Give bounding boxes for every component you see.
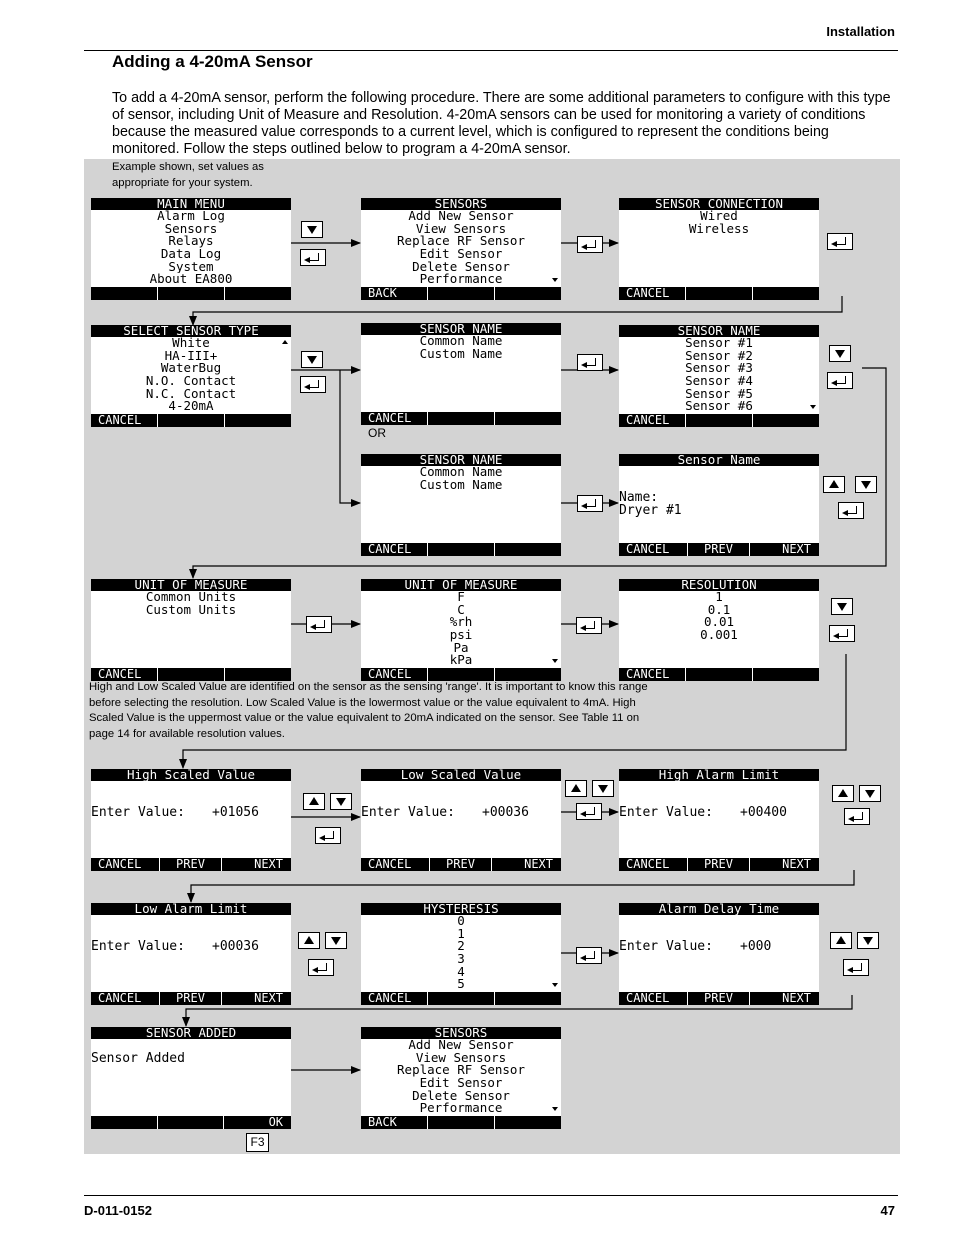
down-key-icon[interactable] bbox=[831, 598, 853, 615]
menu-item-selected[interactable]: Custom Name bbox=[373, 348, 549, 361]
softkey-ok[interactable]: OK bbox=[223, 1116, 291, 1129]
enter-key-icon[interactable] bbox=[577, 354, 603, 371]
enter-key-icon[interactable] bbox=[843, 959, 869, 976]
menu-item[interactable]: Sensor #6 bbox=[685, 400, 753, 414]
softkey-cancel[interactable]: CANCEL bbox=[626, 414, 670, 427]
menu-item[interactable]: 5 bbox=[457, 978, 465, 992]
softkey-back[interactable]: BACK bbox=[368, 1116, 397, 1129]
softkey-bar bbox=[91, 858, 291, 871]
softkey-prev[interactable]: PREV bbox=[159, 992, 221, 1005]
bottom-rule bbox=[84, 1195, 898, 1196]
softkey-cancel[interactable]: CANCEL bbox=[368, 412, 412, 425]
menu-item[interactable]: 2 bbox=[457, 940, 465, 954]
softkey-bar bbox=[619, 668, 819, 681]
softkey-next[interactable]: NEXT bbox=[749, 858, 819, 871]
menu-item[interactable]: Delete Sensor bbox=[412, 260, 510, 274]
menu-item[interactable]: Replace RF Sensor bbox=[397, 235, 525, 249]
down-key-icon[interactable] bbox=[859, 785, 881, 802]
softkey-prev[interactable]: PREV bbox=[687, 543, 749, 556]
unit-of-measure-screen bbox=[91, 579, 291, 681]
menu-item[interactable]: White bbox=[172, 337, 210, 350]
softkey-prev[interactable]: PREV bbox=[687, 992, 749, 1005]
value-field[interactable]: +00400 bbox=[740, 805, 787, 820]
menu-item[interactable]: Replace RF Sensor bbox=[397, 1064, 525, 1078]
softkey-back[interactable]: BACK bbox=[368, 287, 397, 300]
enter-value-label: Enter Value: bbox=[91, 939, 185, 954]
unit-of-measure-list-screen bbox=[361, 579, 561, 681]
menu-item-selected[interactable]: Sensors bbox=[103, 223, 279, 236]
softkey-prev[interactable]: PREV bbox=[687, 858, 749, 871]
sensor-name-screen bbox=[361, 323, 561, 425]
menu-item[interactable]: Sensor #2 bbox=[685, 349, 753, 363]
sensors-menu-screen bbox=[361, 198, 561, 300]
menu-item[interactable]: Sensor #5 bbox=[685, 387, 753, 401]
name-value-field[interactable]: Dryer #1 bbox=[619, 503, 682, 518]
scroll-down-icon bbox=[552, 278, 558, 282]
main-menu-screen bbox=[91, 198, 291, 300]
select-sensor-type-screen bbox=[91, 325, 291, 427]
softkey-bar bbox=[619, 414, 819, 427]
softkey-bar bbox=[91, 668, 291, 681]
softkey-2[interactable] bbox=[685, 414, 752, 427]
menu-item[interactable]: 0 bbox=[457, 915, 465, 928]
menu-item[interactable]: Custom Units bbox=[145, 603, 237, 617]
softkey-bar bbox=[91, 287, 291, 300]
softkey-cancel[interactable]: CANCEL bbox=[626, 858, 670, 871]
menu-item[interactable]: 4 bbox=[457, 965, 465, 979]
menu-item[interactable]: View Sensors bbox=[415, 222, 507, 236]
softkey-bar bbox=[361, 412, 561, 425]
menu-item[interactable]: 0.001 bbox=[700, 629, 738, 642]
menu-item[interactable]: Delete Sensor bbox=[412, 1089, 510, 1103]
softkey-2[interactable] bbox=[427, 543, 494, 556]
softkey-2[interactable] bbox=[157, 1116, 224, 1129]
enter-key-icon[interactable] bbox=[308, 959, 334, 976]
up-key-icon[interactable] bbox=[830, 932, 852, 949]
menu-item[interactable]: kPa bbox=[449, 654, 473, 668]
page-title: Adding a 4-20mA Sensor bbox=[112, 52, 313, 71]
menu-item[interactable]: N.C. Contact bbox=[145, 387, 237, 401]
up-key-icon[interactable] bbox=[832, 785, 854, 802]
enter-key-icon[interactable] bbox=[577, 495, 603, 512]
softkey-cancel[interactable]: CANCEL bbox=[368, 992, 412, 1005]
down-key-icon[interactable] bbox=[301, 351, 323, 368]
menu-item[interactable]: Pa bbox=[453, 641, 469, 655]
softkey-cancel[interactable]: CANCEL bbox=[626, 543, 670, 556]
scroll-down-icon bbox=[810, 405, 816, 409]
softkey-3[interactable] bbox=[494, 1116, 561, 1129]
softkey-prev[interactable]: PREV bbox=[429, 858, 491, 871]
hysteresis-screen bbox=[361, 903, 561, 1005]
softkey-bar bbox=[361, 668, 561, 681]
softkey-2[interactable] bbox=[427, 668, 494, 681]
scroll-down-icon bbox=[552, 1107, 558, 1111]
screen-title: SENSORS bbox=[361, 198, 561, 210]
softkey-2[interactable] bbox=[157, 668, 224, 681]
down-key-icon[interactable] bbox=[855, 476, 877, 493]
enter-key-icon[interactable] bbox=[827, 372, 853, 389]
softkey-next[interactable]: NEXT bbox=[749, 543, 819, 556]
up-key-icon[interactable] bbox=[823, 476, 845, 493]
screen-title: SENSOR NAME bbox=[361, 323, 561, 335]
menu-item[interactable]: 3 bbox=[457, 953, 465, 966]
softkey-cancel[interactable]: CANCEL bbox=[626, 992, 670, 1005]
softkey-3[interactable] bbox=[494, 412, 561, 425]
softkey-bar bbox=[619, 858, 819, 871]
down-key-icon[interactable] bbox=[857, 932, 879, 949]
softkey-3[interactable] bbox=[752, 668, 819, 681]
enter-value-label: Enter Value: bbox=[91, 805, 185, 820]
enter-key-icon[interactable] bbox=[827, 233, 853, 250]
screen-title: High Scaled Value bbox=[91, 769, 291, 781]
sensor-name-list-screen bbox=[619, 325, 819, 427]
menu-item[interactable]: About EA800 bbox=[149, 273, 233, 287]
softkey-bar bbox=[619, 992, 819, 1005]
softkey-prev[interactable]: PREV bbox=[159, 858, 221, 871]
menu-item[interactable]: Common Name bbox=[419, 466, 503, 479]
sensor-added-message: Sensor Added bbox=[91, 1051, 185, 1066]
menu-item-selected[interactable]: F bbox=[373, 591, 549, 604]
sensor-name-custom-screen bbox=[361, 454, 561, 556]
menu-item[interactable]: Edit Sensor bbox=[419, 1077, 503, 1090]
high-scaled-value-screen bbox=[91, 769, 291, 871]
enter-key-icon[interactable] bbox=[315, 827, 341, 844]
softkey-3[interactable] bbox=[494, 992, 561, 1005]
screen-title: UNIT OF MEASURE bbox=[361, 579, 561, 591]
section-label: Installation bbox=[826, 24, 895, 39]
page-number: 47 bbox=[880, 1203, 895, 1218]
low-alarm-limit-screen bbox=[91, 903, 291, 1005]
value-field[interactable]: +00036 bbox=[212, 939, 259, 954]
softkey-2[interactable] bbox=[427, 992, 494, 1005]
value-field[interactable]: +01056 bbox=[212, 805, 259, 820]
down-key-icon[interactable] bbox=[330, 793, 352, 810]
up-key-icon[interactable] bbox=[298, 932, 320, 949]
softkey-bar bbox=[91, 992, 291, 1005]
softkey-next[interactable]: NEXT bbox=[221, 858, 291, 871]
softkey-2[interactable] bbox=[685, 668, 752, 681]
screen-title: SENSOR NAME bbox=[361, 454, 561, 466]
softkey-2[interactable] bbox=[427, 287, 494, 300]
softkey-3[interactable] bbox=[752, 287, 819, 300]
screen-title: HYSTERESIS bbox=[361, 903, 561, 915]
menu-item[interactable]: Performance bbox=[419, 1102, 503, 1116]
softkey-2[interactable] bbox=[685, 287, 752, 300]
menu-item[interactable]: 0.1 bbox=[707, 603, 731, 617]
sensor-connection-screen bbox=[619, 198, 819, 300]
menu-item-selected[interactable]: 4-20mA bbox=[103, 400, 279, 413]
menu-item[interactable]: C bbox=[457, 603, 465, 617]
screen-title: Low Scaled Value bbox=[361, 769, 561, 781]
screen-title: SENSOR ADDED bbox=[91, 1027, 291, 1039]
softkey-cancel[interactable]: CANCEL bbox=[368, 668, 412, 681]
menu-item-selected[interactable]: Common Units bbox=[103, 591, 279, 604]
high-alarm-limit-screen bbox=[619, 769, 819, 871]
softkey-next[interactable]: NEXT bbox=[749, 992, 819, 1005]
up-key-icon[interactable] bbox=[565, 780, 587, 797]
menu-item-selected[interactable]: Wired bbox=[631, 210, 807, 223]
intro-paragraph: To add a 4-20mA sensor, perform the following procedure. There are some additional parameters to configure with this type of sensor, including Unit of Measure and Resolution. 4-20mA sensors can be used for monitoring a variety of conditions because the measured value corresponds to a current level, which is configured to represent the conditions being monitored. Follow the steps outlined below to program a 4-20mA sensor. bbox=[112, 90, 891, 157]
menu-item[interactable]: Data Log bbox=[160, 248, 222, 261]
softkey-1[interactable] bbox=[91, 287, 157, 300]
screen-title: SENSOR CONNECTION bbox=[619, 198, 819, 210]
low-scaled-value-screen bbox=[361, 769, 561, 871]
menu-item[interactable]: N.O. Contact bbox=[145, 375, 237, 388]
enter-key-icon[interactable] bbox=[577, 236, 603, 253]
down-key-icon[interactable] bbox=[592, 780, 614, 797]
enter-key-icon[interactable] bbox=[838, 502, 864, 519]
screen-title: Alarm Delay Time bbox=[619, 903, 819, 915]
resolution-screen bbox=[619, 579, 819, 681]
up-key-icon[interactable] bbox=[303, 793, 325, 810]
softkey-bar bbox=[361, 543, 561, 556]
enter-key-icon[interactable] bbox=[844, 808, 870, 825]
softkey-bar bbox=[619, 543, 819, 556]
softkey-cancel[interactable]: CANCEL bbox=[626, 668, 670, 681]
menu-item-selected[interactable]: 1 bbox=[373, 928, 549, 941]
softkey-3[interactable] bbox=[224, 668, 291, 681]
alarm-delay-time-screen bbox=[619, 903, 819, 1005]
value-field[interactable]: +000 bbox=[740, 939, 772, 954]
enter-key-icon[interactable] bbox=[300, 249, 326, 266]
softkey-next[interactable]: NEXT bbox=[221, 992, 291, 1005]
menu-item[interactable]: Relays bbox=[168, 235, 214, 249]
menu-item-selected[interactable]: Sensor #1 bbox=[631, 337, 807, 350]
menu-item[interactable]: Common Name bbox=[419, 335, 503, 348]
softkey-bar bbox=[91, 414, 291, 427]
menu-item[interactable]: Performance bbox=[419, 273, 503, 287]
menu-item[interactable]: Alarm Log bbox=[157, 210, 225, 223]
scroll-up-icon bbox=[282, 340, 288, 344]
example-note: Example shown, set values as appropriate for your system. bbox=[112, 161, 264, 189]
screen-title: Sensor Name bbox=[619, 454, 819, 466]
softkey-bar bbox=[361, 992, 561, 1005]
value-field[interactable]: +00036 bbox=[482, 805, 529, 820]
down-key-icon[interactable] bbox=[301, 221, 323, 238]
softkey-3[interactable] bbox=[224, 414, 291, 427]
softkey-cancel[interactable]: CANCEL bbox=[368, 858, 412, 871]
scroll-down-icon bbox=[552, 659, 558, 663]
softkey-3[interactable] bbox=[752, 414, 819, 427]
screen-title: UNIT OF MEASURE bbox=[91, 579, 291, 591]
range-note: High and Low Scaled Value are identified on the sensor as the sensing 'range'. It is important to know this range before selecting the resolution. Low Scaled Value is the lowermost value or the value equivalent to 4mA. High Scaled Value is the uppermost value or the value equivalent to 20mA indicated on the sensor. See Table 11 on page 14 for available resolution values. bbox=[89, 681, 648, 740]
sensors-menu-return-screen bbox=[361, 1027, 561, 1129]
enter-value-label: Enter Value: bbox=[619, 805, 713, 820]
softkey-cancel[interactable]: CANCEL bbox=[98, 414, 142, 427]
softkey-2[interactable] bbox=[427, 1116, 494, 1129]
enter-key-icon[interactable] bbox=[576, 617, 602, 634]
softkey-cancel[interactable]: CANCEL bbox=[98, 992, 142, 1005]
menu-item[interactable]: Edit Sensor bbox=[419, 248, 503, 261]
menu-item[interactable]: %rh bbox=[449, 616, 473, 630]
menu-item[interactable]: Sensor #4 bbox=[685, 375, 753, 388]
softkey-3[interactable] bbox=[494, 668, 561, 681]
sensor-name-entry-screen bbox=[619, 454, 819, 556]
menu-item[interactable]: System bbox=[168, 260, 214, 274]
down-key-icon[interactable] bbox=[829, 345, 851, 362]
menu-item[interactable]: View Sensors bbox=[415, 1051, 507, 1065]
menu-item[interactable]: Wireless bbox=[688, 222, 750, 236]
menu-item[interactable]: 0.01 bbox=[703, 616, 735, 630]
screen-title: High Alarm Limit bbox=[619, 769, 819, 781]
softkey-bar bbox=[91, 1116, 291, 1129]
softkey-3[interactable] bbox=[494, 287, 561, 300]
softkey-2[interactable] bbox=[427, 412, 494, 425]
menu-item-selected[interactable]: Custom Name bbox=[373, 479, 549, 492]
screen-title: SENSOR NAME bbox=[619, 325, 819, 337]
or-label: OR bbox=[368, 426, 386, 440]
screen-title: RESOLUTION bbox=[619, 579, 819, 591]
enter-key-icon[interactable] bbox=[829, 625, 855, 642]
softkey-1[interactable] bbox=[91, 1116, 157, 1129]
softkey-cancel[interactable]: CANCEL bbox=[626, 287, 670, 300]
scroll-down-icon bbox=[552, 983, 558, 987]
enter-key-icon[interactable] bbox=[576, 803, 602, 820]
softkey-2[interactable] bbox=[157, 414, 224, 427]
menu-item[interactable]: psi bbox=[449, 629, 473, 642]
screen-title: MAIN MENU bbox=[91, 198, 291, 210]
softkey-3[interactable] bbox=[494, 543, 561, 556]
softkey-2[interactable] bbox=[157, 287, 224, 300]
softkey-cancel[interactable]: CANCEL bbox=[98, 668, 142, 681]
softkey-bar bbox=[361, 1116, 561, 1129]
document-number: D-011-0152 bbox=[84, 1203, 152, 1218]
menu-item-selected[interactable]: Add New Sensor bbox=[373, 1039, 549, 1052]
menu-item-selected[interactable]: Add New Sensor bbox=[373, 210, 549, 223]
softkey-next[interactable]: NEXT bbox=[491, 858, 561, 871]
enter-key-icon[interactable] bbox=[306, 616, 332, 633]
name-label: Name: bbox=[619, 490, 659, 505]
softkey-bar bbox=[619, 287, 819, 300]
enter-key-icon[interactable] bbox=[576, 947, 602, 964]
enter-value-label: Enter Value: bbox=[361, 805, 455, 820]
sensor-added-screen bbox=[91, 1027, 291, 1129]
down-key-icon[interactable] bbox=[325, 932, 347, 949]
menu-item[interactable]: HA-III+ bbox=[164, 349, 218, 363]
screen-title: SELECT SENSOR TYPE bbox=[91, 325, 291, 337]
enter-value-label: Enter Value: bbox=[619, 939, 713, 954]
softkey-bar bbox=[361, 858, 561, 871]
menu-item[interactable]: WaterBug bbox=[160, 362, 222, 376]
menu-item-selected[interactable]: 1 bbox=[631, 591, 807, 604]
softkey-3[interactable] bbox=[224, 287, 291, 300]
enter-key-icon[interactable] bbox=[300, 376, 326, 393]
softkey-bar bbox=[361, 287, 561, 300]
softkey-cancel[interactable]: CANCEL bbox=[368, 543, 412, 556]
softkey-cancel[interactable]: CANCEL bbox=[98, 858, 142, 871]
f3-key[interactable]: F3 bbox=[246, 1133, 269, 1152]
menu-item[interactable]: Sensor #3 bbox=[685, 362, 753, 376]
screen-title: SENSORS bbox=[361, 1027, 561, 1039]
screen-title: Low Alarm Limit bbox=[91, 903, 291, 915]
